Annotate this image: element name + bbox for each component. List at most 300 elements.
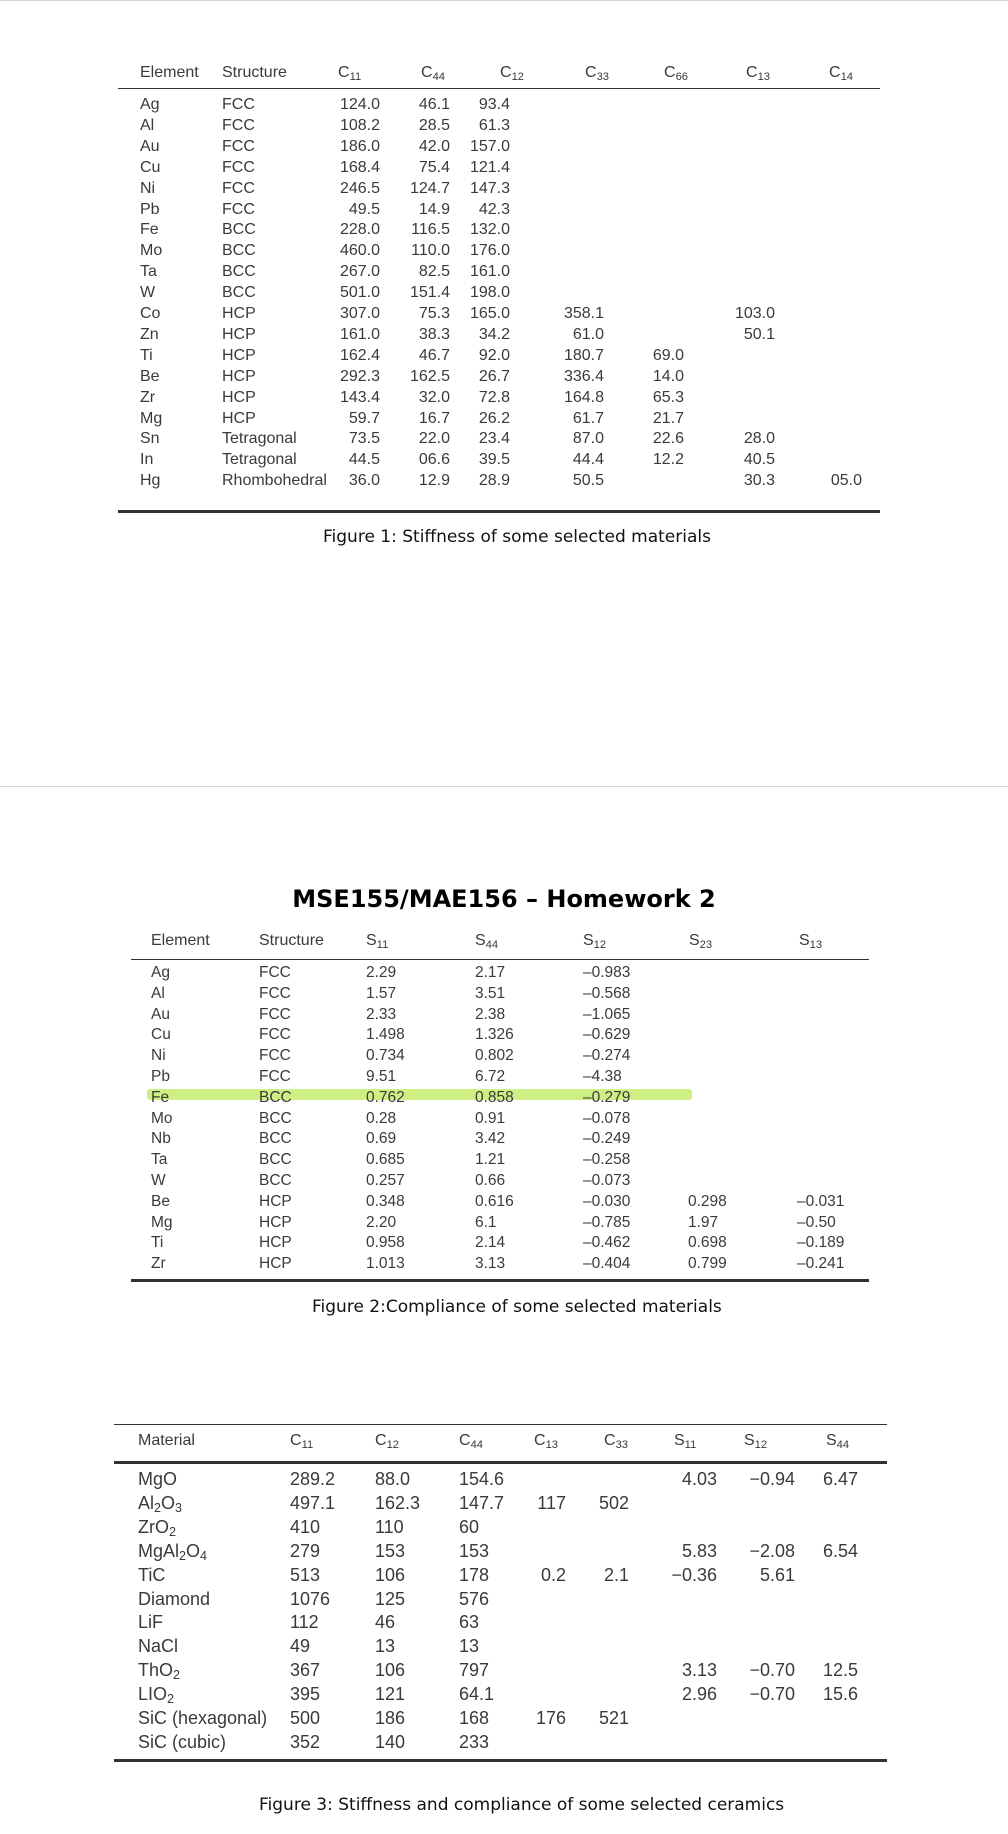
- table-cell: −0.36: [671, 1564, 717, 1585]
- table-cell: 121: [375, 1684, 406, 1705]
- table-cell: BCC: [222, 263, 256, 281]
- table-cell: −0.70: [749, 1660, 795, 1681]
- row-label: SiC (hexagonal): [138, 1708, 268, 1728]
- table-cell: 38.3: [418, 325, 450, 343]
- row-label: SiC (cubic): [138, 1731, 227, 1752]
- row-label: $MgAl_2O_4$: [138, 1540, 208, 1563]
- table-row: [118, 263, 880, 284]
- table-row: [114, 1708, 887, 1732]
- table-cell: 124.7: [409, 179, 450, 197]
- column-header-s13: $S_{13}$: [799, 932, 823, 951]
- table-cell: 3.13: [475, 1255, 506, 1273]
- table-cell: 14.0: [652, 367, 684, 385]
- figure2-caption: Figure 2:Compliance of some selected materials: [312, 1297, 722, 1317]
- table-cell: BCC: [259, 1088, 292, 1106]
- table-row: [131, 1026, 869, 1047]
- table-cell: 358.1: [563, 305, 604, 322]
- table-cell: 3.51: [475, 984, 506, 1002]
- table-cell: 501.0: [339, 284, 380, 302]
- table-cell: 178: [459, 1564, 490, 1585]
- table-row: [131, 1151, 869, 1172]
- table-cell: 2.96: [681, 1684, 717, 1705]
- row-label: $LIO_2$: [138, 1684, 175, 1707]
- figure2-compliance-table: [131, 932, 869, 1284]
- table-row: [131, 1130, 869, 1151]
- table-cell: 502: [598, 1492, 629, 1513]
- row-label: Be: [140, 367, 160, 385]
- table-cell: 0.28: [366, 1109, 397, 1127]
- row-label: Zr: [140, 388, 156, 406]
- table-row: [131, 1047, 869, 1068]
- table-cell: 186.0: [339, 137, 380, 155]
- table-cell: FCC: [259, 1005, 291, 1023]
- table-cell: 6.54: [822, 1540, 858, 1561]
- table-header-rule: [131, 959, 869, 960]
- table-cell: –0.462: [583, 1234, 631, 1252]
- row-label: MgO: [138, 1469, 178, 1489]
- table-row: [114, 1732, 887, 1756]
- column-header-c13: $C_{13}$: [534, 1432, 559, 1451]
- table-cell: 1.498: [366, 1026, 405, 1044]
- table-row: [131, 964, 869, 985]
- table-cell: –4.38: [583, 1068, 622, 1085]
- table-row: [114, 1636, 887, 1660]
- table-cell: 143.4: [339, 388, 380, 406]
- table-cell: 1076: [290, 1588, 331, 1609]
- table-cell: 164.8: [563, 388, 604, 406]
- table-cell: –0.274: [583, 1047, 631, 1065]
- row-label: Hg: [140, 472, 161, 490]
- table-cell: 0.2: [540, 1564, 566, 1585]
- table-cell: 108.2: [339, 116, 380, 134]
- table-header-rule: [114, 1461, 887, 1464]
- table-row: [118, 117, 880, 138]
- table-cell: 28.5: [418, 116, 450, 134]
- row-label: Ag: [140, 96, 160, 113]
- row-label: Mo: [140, 242, 163, 260]
- table-cell: 1.21: [475, 1151, 506, 1169]
- table-cell: 367: [290, 1660, 321, 1681]
- table-cell: 168: [459, 1708, 490, 1728]
- table-cell: 59.7: [348, 409, 380, 427]
- page-separator: [0, 786, 1008, 787]
- table-cell: HCP: [222, 367, 256, 385]
- row-label: Fe: [151, 1088, 170, 1106]
- row-label: ThO$_2$: [138, 1660, 181, 1683]
- table-cell: 36.0: [348, 472, 380, 490]
- table-row: [131, 1255, 869, 1276]
- table-cell: 61.7: [572, 409, 604, 427]
- table-cell: 34.2: [478, 325, 510, 343]
- table-cell: 6.47: [822, 1469, 858, 1489]
- row-label: Fe: [140, 221, 159, 239]
- table-cell: 2.20: [366, 1213, 397, 1231]
- figure3-caption: Figure 3: Stiffness and compliance of some selected ceramics: [259, 1795, 785, 1815]
- table-cell: –0.031: [797, 1192, 845, 1210]
- column-header-c12: $C_{12}$: [375, 1432, 400, 1451]
- row-label: In: [140, 451, 154, 469]
- table-cell: 0.298: [688, 1192, 727, 1210]
- table-cell: –0.258: [583, 1151, 631, 1169]
- page-separator: [0, 0, 1008, 1]
- table-cell: 6.72: [475, 1068, 506, 1085]
- table-cell: FCC: [259, 984, 291, 1002]
- table-row: [118, 221, 880, 242]
- table-cell: 93.4: [478, 96, 510, 113]
- table-cell: 3.13: [681, 1660, 717, 1681]
- table-cell: –0.50: [797, 1213, 836, 1231]
- table-cell: 2.33: [366, 1005, 397, 1023]
- table-row: [131, 1089, 869, 1110]
- table-cell: 4.03: [681, 1469, 717, 1489]
- table-cell: 162.5: [409, 367, 450, 385]
- table-cell: Tetragonal: [222, 430, 297, 448]
- table-cell: –0.241: [797, 1255, 845, 1273]
- table-cell: 63: [459, 1612, 480, 1633]
- table-cell: −2.08: [749, 1540, 795, 1561]
- table-cell: –0.404: [583, 1255, 631, 1273]
- row-label: Be: [151, 1192, 170, 1210]
- row-label: Ni: [151, 1047, 166, 1065]
- table-cell: 0.257: [366, 1172, 405, 1189]
- column-header-c13: $C_{13}$: [746, 64, 771, 83]
- table-cell: 336.4: [563, 367, 604, 385]
- table-cell: 292.3: [339, 367, 380, 385]
- table-row: [131, 985, 869, 1006]
- table-row: [118, 201, 880, 222]
- table-row: [118, 96, 880, 117]
- table-cell: 0.802: [475, 1047, 514, 1065]
- table-cell: HCP: [259, 1255, 292, 1273]
- row-label: Cu: [151, 1026, 171, 1044]
- table-cell: 161.0: [339, 325, 380, 343]
- table-cell: 395: [290, 1684, 321, 1705]
- table-cell: –0.189: [797, 1234, 845, 1252]
- table-cell: 50.5: [572, 472, 604, 490]
- row-label: Co: [140, 305, 161, 322]
- table-cell: 186: [375, 1708, 406, 1728]
- table-row: [118, 284, 880, 305]
- table-cell: 180.7: [563, 346, 604, 364]
- table-cell: Rhombohedral: [222, 472, 327, 490]
- table-row: [114, 1469, 887, 1493]
- figure3-ceramics-table: [114, 1424, 887, 1764]
- table-cell: 49: [290, 1636, 311, 1657]
- table-cell: 44.4: [572, 451, 604, 469]
- table-cell: 12.5: [822, 1660, 858, 1681]
- column-header-c66: $C_{66}$: [664, 64, 689, 83]
- row-label: Ti: [151, 1234, 164, 1252]
- row-label: NaCl: [138, 1636, 179, 1657]
- table-cell: 0.734: [366, 1047, 405, 1065]
- table-bottom-rule: [118, 510, 880, 513]
- column-header-material: Material: [138, 1432, 195, 1449]
- table-row: [131, 1214, 869, 1235]
- table-cell: 161.0: [469, 263, 510, 281]
- table-row: [118, 347, 880, 368]
- column-header-c33: $C_{33}$: [604, 1432, 629, 1451]
- table-cell: 121.4: [469, 158, 510, 176]
- table-cell: 06.6: [418, 451, 450, 469]
- table-cell: BCC: [222, 221, 256, 239]
- table-cell: 40.5: [743, 451, 775, 469]
- table-cell: 46.7: [418, 346, 450, 364]
- table-cell: 15.6: [822, 1684, 858, 1705]
- table-cell: 13: [459, 1636, 480, 1657]
- table-cell: 147.7: [459, 1492, 505, 1513]
- table-row: [131, 1006, 869, 1027]
- table-cell: FCC: [259, 1026, 291, 1044]
- table-row: [118, 410, 880, 431]
- table-cell: 2.29: [366, 964, 397, 981]
- table-cell: 46.1: [418, 96, 450, 113]
- table-cell: FCC: [222, 96, 255, 113]
- table-cell: 228.0: [339, 221, 380, 239]
- row-label: Al: [151, 984, 165, 1002]
- table-cell: 23.4: [478, 430, 510, 448]
- table-cell: BCC: [259, 1109, 292, 1127]
- column-header-s11: $S_{11}$: [366, 932, 389, 951]
- table-cell: 151.4: [409, 284, 450, 302]
- table-cell: 521: [598, 1708, 629, 1728]
- table-row: [114, 1541, 887, 1565]
- table-row: [114, 1684, 887, 1708]
- table-cell: 106: [375, 1564, 406, 1585]
- table-row: [118, 242, 880, 263]
- figure1-stiffness-table: [118, 62, 880, 514]
- table-cell: –0.629: [583, 1026, 631, 1044]
- table-cell: 5.61: [759, 1564, 795, 1585]
- table-cell: 26.2: [478, 409, 510, 427]
- table-cell: 162.3: [375, 1492, 421, 1513]
- table-cell: 110: [375, 1516, 404, 1537]
- table-cell: 3.42: [475, 1130, 506, 1148]
- row-label: Au: [151, 1005, 170, 1023]
- table-cell: 5.83: [681, 1540, 717, 1561]
- column-header-structure: Structure: [222, 64, 287, 81]
- column-header-s12: $S_{12}$: [583, 932, 607, 951]
- table-cell: 39.5: [478, 451, 510, 469]
- column-header-c44: $C_{44}$: [459, 1432, 484, 1451]
- table-cell: −0.94: [749, 1469, 795, 1489]
- row-label: Mo: [151, 1109, 173, 1127]
- table-cell: 157.0: [469, 137, 510, 155]
- table-cell: 103.0: [734, 305, 775, 322]
- row-label: $Al_2O_3$: [138, 1492, 183, 1516]
- column-header-c14: $C_{14}$: [829, 64, 854, 83]
- table-cell: 279: [290, 1540, 321, 1561]
- table-cell: HCP: [259, 1213, 292, 1231]
- table-cell: 147.3: [469, 179, 510, 197]
- table-cell: 30.3: [743, 472, 775, 490]
- table-cell: 267.0: [339, 263, 380, 281]
- row-label: ZrO$_2$: [138, 1516, 177, 1539]
- table-row: [118, 368, 880, 389]
- table-cell: 0.69: [366, 1130, 397, 1148]
- table-cell: 0.348: [366, 1192, 405, 1210]
- row-label: Pb: [140, 200, 160, 218]
- table-cell: 75.4: [418, 158, 450, 176]
- table-cell: 61.0: [572, 325, 604, 343]
- table-cell: 75.3: [418, 305, 450, 322]
- table-cell: 0.698: [688, 1234, 727, 1252]
- table-cell: 46: [375, 1612, 396, 1633]
- table-row: [114, 1565, 887, 1589]
- row-label: Ta: [151, 1151, 168, 1169]
- table-cell: 513: [290, 1564, 321, 1585]
- table-cell: 60: [459, 1516, 480, 1537]
- table-row: [131, 1193, 869, 1214]
- table-cell: 117: [537, 1492, 566, 1513]
- table-row: [118, 472, 880, 493]
- table-cell: 22.6: [652, 430, 684, 448]
- column-header-s44: $S_{44}$: [475, 932, 499, 951]
- row-label: W: [140, 284, 156, 302]
- table-top-rule: [114, 1424, 887, 1425]
- table-cell: 9.51: [366, 1068, 397, 1085]
- table-cell: 72.8: [478, 388, 510, 406]
- table-cell: 140: [375, 1731, 406, 1752]
- table-cell: 1.97: [688, 1213, 719, 1231]
- row-label: W: [151, 1172, 166, 1189]
- table-row: [114, 1612, 887, 1636]
- table-cell: HCP: [222, 325, 256, 343]
- table-cell: FCC: [259, 1047, 291, 1065]
- table-cell: 14.9: [418, 200, 450, 218]
- table-cell: 106: [375, 1660, 406, 1681]
- row-label: Zr: [151, 1255, 166, 1273]
- table-cell: 2.38: [475, 1005, 506, 1023]
- table-cell: 0.616: [475, 1192, 514, 1210]
- table-cell: 352: [290, 1731, 321, 1752]
- table-row: [118, 430, 880, 451]
- table-cell: 116.5: [411, 221, 450, 239]
- table-cell: –0.568: [583, 984, 631, 1002]
- row-label: Diamond: [138, 1588, 211, 1609]
- table-row: [118, 451, 880, 472]
- table-cell: 92.0: [478, 346, 510, 364]
- table-cell: 12.9: [418, 472, 450, 490]
- table-cell: 26.7: [478, 367, 510, 385]
- table-row: [131, 1172, 869, 1193]
- column-header-element: Element: [151, 932, 210, 949]
- table-row: [114, 1517, 887, 1541]
- table-cell: 0.685: [366, 1151, 405, 1169]
- table-cell: 1.013: [366, 1255, 405, 1273]
- table-cell: BCC: [259, 1151, 292, 1169]
- table-cell: 22.0: [418, 430, 450, 448]
- table-cell: 124.0: [339, 96, 380, 113]
- table-cell: 125: [375, 1588, 406, 1609]
- table-header-rule: [118, 88, 880, 89]
- table-cell: Tetragonal: [222, 451, 297, 469]
- table-cell: –0.030: [583, 1192, 631, 1210]
- row-label: Ti: [140, 346, 153, 364]
- table-cell: –0.249: [583, 1130, 631, 1148]
- table-cell: 16.7: [418, 409, 450, 427]
- table-cell: –0.279: [583, 1088, 631, 1106]
- table-cell: 44.5: [348, 451, 380, 469]
- column-header-s12: $S_{12}$: [744, 1432, 768, 1451]
- table-cell: BCC: [222, 242, 256, 260]
- table-row: [131, 1068, 869, 1089]
- row-label: Mg: [140, 409, 163, 427]
- table-cell: 233: [459, 1731, 490, 1752]
- row-label: Al: [140, 116, 155, 134]
- table-cell: 82.5: [418, 263, 450, 281]
- table-cell: 154.6: [459, 1469, 505, 1489]
- column-header-c11: $C_{11}$: [290, 1432, 314, 1451]
- table-cell: HCP: [259, 1192, 292, 1210]
- document-title: MSE155/MAE156 – Homework 2: [292, 885, 716, 913]
- table-cell: 64.1: [459, 1684, 495, 1705]
- table-cell: BCC: [259, 1172, 292, 1189]
- row-label: Zn: [140, 325, 159, 343]
- row-label: Au: [140, 137, 160, 155]
- table-cell: 28.9: [478, 472, 510, 490]
- table-cell: 460.0: [339, 242, 380, 260]
- table-cell: 2.17: [475, 964, 506, 981]
- column-header-c44: $C_{44}$: [421, 64, 446, 83]
- table-cell: 1.57: [366, 984, 397, 1002]
- table-cell: 1.326: [475, 1026, 514, 1044]
- table-cell: FCC: [259, 1068, 291, 1085]
- table-cell: 410: [290, 1516, 321, 1537]
- table-row: [118, 138, 880, 159]
- table-cell: 0.958: [366, 1234, 405, 1252]
- table-cell: 6.1: [475, 1213, 497, 1231]
- table-cell: 289.2: [290, 1469, 336, 1489]
- table-cell: 0.858: [475, 1088, 514, 1106]
- column-header-structure: Structure: [259, 932, 324, 949]
- table-row: [118, 305, 880, 326]
- table-cell: 500: [290, 1708, 321, 1728]
- row-label: LiF: [138, 1612, 164, 1633]
- table-cell: HCP: [222, 409, 256, 427]
- table-cell: 497.1: [290, 1492, 336, 1513]
- table-cell: 576: [459, 1588, 490, 1609]
- row-label: TiC: [138, 1564, 166, 1585]
- table-cell: 0.91: [475, 1109, 506, 1127]
- table-cell: 49.5: [348, 200, 380, 218]
- table-cell: 61.3: [478, 116, 510, 134]
- table-cell: 65.3: [652, 388, 684, 406]
- table-cell: 88.0: [375, 1469, 411, 1489]
- table-cell: FCC: [222, 200, 255, 218]
- column-header-s11: $S_{11}$: [674, 1432, 697, 1451]
- table-bottom-rule: [131, 1279, 869, 1282]
- table-cell: 2.1: [603, 1564, 629, 1585]
- table-cell: 153: [459, 1540, 490, 1561]
- table-cell: HCP: [222, 346, 256, 364]
- table-cell: 2.14: [475, 1234, 506, 1252]
- row-label: Sn: [140, 430, 160, 448]
- table-row: [114, 1493, 887, 1517]
- table-cell: 176.0: [469, 242, 510, 260]
- table-cell: 110.0: [411, 242, 450, 260]
- table-cell: 198.0: [469, 284, 510, 302]
- table-cell: FCC: [222, 116, 255, 134]
- table-row: [118, 326, 880, 347]
- table-cell: FCC: [222, 158, 255, 176]
- table-cell: –1.065: [583, 1005, 631, 1023]
- table-row: [118, 180, 880, 201]
- table-row: [131, 1110, 869, 1131]
- table-cell: 50.1: [743, 325, 775, 343]
- table-cell: 307.0: [339, 305, 380, 322]
- table-cell: 165.0: [469, 305, 510, 322]
- row-label: Cu: [140, 158, 161, 176]
